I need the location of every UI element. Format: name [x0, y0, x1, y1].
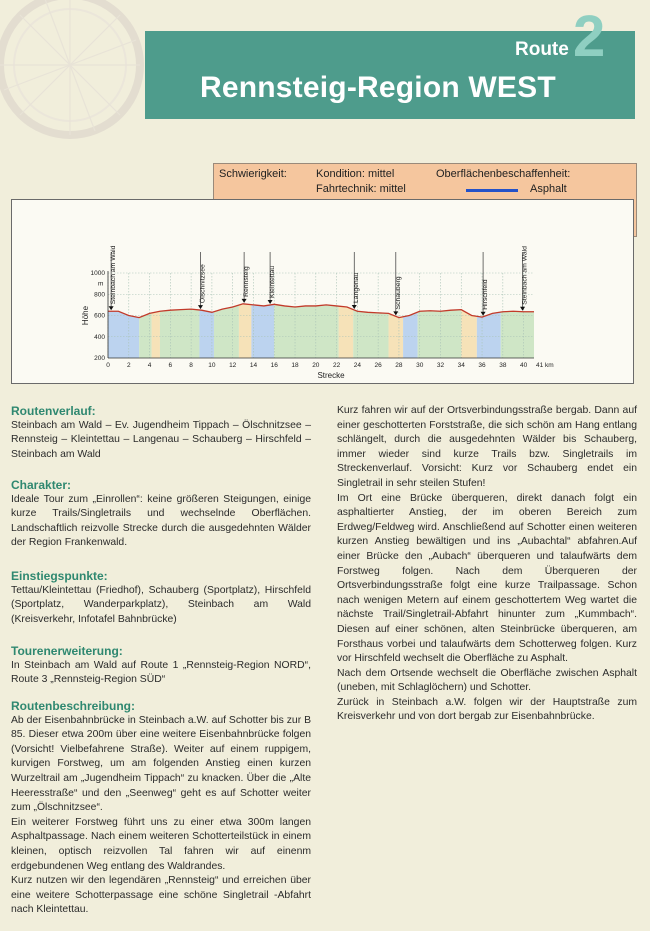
x-tick-label: 10	[208, 362, 216, 369]
routenbeschreibung-para-3: Kurz nutzen wir den legendären „Rennsteig“ und erreichen über eine weitere Schotterpassage eine schöne Singletrail -Abfahrt nach Kleintettau.	[11, 875, 311, 916]
x-tick-label: 16	[270, 362, 278, 369]
x-tick-label: 4	[147, 362, 152, 369]
x-tick-label: 24	[353, 362, 361, 369]
x-tick-label: 8	[189, 362, 193, 369]
elevation-profile	[11, 199, 634, 384]
charakter-text: Ideale Tour zum „Einrollen“: keine größeren Steigungen, einige kurze Trails/Singletrails und wechselnde Oberflächen. Landschaftlich reizvolle Strecke durch die ausgedehnten Wälder der Region Frankenwald.	[11, 493, 311, 549]
x-tick-label: 26	[374, 362, 382, 369]
routenbeschreibung-right-para-4: Zurück in Steinbach a.W. folgen wir der Hauptstraße zum Kreisverkehr und von dort bergab zur Eisenbahnbrücke.	[337, 696, 637, 723]
waypoint-label: Schauberg	[394, 276, 402, 310]
surface-label: Oberflächenbeschaffenheit:	[436, 168, 571, 180]
routenverlauf-text: Steinbach am Wald – Ev. Jugendheim Tippach – Ölschnitzsee – Rennsteig – Kleintettau – Langenau – Schauberg – Hirschfeld – Steinbach am Wald	[11, 419, 311, 460]
y-tick-label: 400	[94, 333, 105, 341]
y-tick-label: 600	[94, 312, 105, 320]
x-tick-label: 12	[229, 362, 237, 369]
technique-value: Fahrtechnik: mittel	[316, 183, 406, 195]
section-routenbeschreibung	[11, 699, 311, 918]
y-axis-label: Höhe	[81, 305, 90, 326]
y-unit-label: m	[98, 280, 104, 288]
routenbeschreibung-right-para-2: Im Ort eine Brücke überqueren, direkt danach folgt ein asphaltierter Anstieg, der im oberen Bereich zum Erdweg/Feldweg wird. Anschließend auf Schotter einen weiteren kurzen Anstieg bewältigen und ins „Aubachtal“ abfahren.Auf einer Brücke den „Aubach“ überqueren und talaufwärts dem Forstweg folgen. Nach dem Überqueren der Ortsverbindungsstraße folgt eine kurze Trailpassage. Schon nach wenigen Metern auf einem geschottertem Weg wartet die nächste Trail/Singletrail-Abfahrt hinunter zum „Kummbach“. Diesen auf einer schönen, alten Steinbrücke überqueren, am Forsthaus vorbei und talaufwärts dem Schotterweg folgen. Kurz vor Hirschfeld wechselt die Oberfläche zu Asphalt.	[337, 492, 637, 665]
legend-asphalt	[466, 183, 636, 197]
page-title: Rennsteig-Region WEST	[200, 71, 556, 104]
x-tick-label: 6	[168, 362, 173, 369]
waypoint-label: Steinbach am Wald	[110, 245, 118, 305]
condition-value: Kondition: mittel	[316, 168, 395, 180]
routenverlauf-heading: Routenverlauf:	[11, 404, 96, 418]
waypoint-label: Steinbach am Wald	[521, 246, 529, 305]
y-tick-label: 800	[94, 291, 105, 299]
route-banner	[145, 4, 635, 119]
x-tick-label: 18	[291, 362, 299, 369]
routenbeschreibung-right-para-1: Kurz fahren wir auf der Ortsverbindungsstraße bergab. Dann auf einer geschotterten Forststraße, die sich schön am Hang entlang schlängelt, durch die ausgedehnten Wälder bis Schauberg, immer wieder sind kurze Trails bzw. Singletrails im Streckenverlauf. Vorsicht: Kurz vor Schauberg endet ein Singletrail in sehr steilen Stufen!	[337, 405, 637, 489]
x-tick-label: 38	[499, 362, 507, 369]
elevation-chart	[12, 200, 633, 383]
x-tick-label: 14	[249, 362, 258, 369]
route-label: Route	[515, 39, 569, 60]
routenbeschreibung-para-2: Ein weiterer Forstweg führt uns zu einer etwa 300m langen Asphaltpassage. Nach einem weiteren Schotterteilstück in einem kleinen, optisch reizvollen Tal fahren wir auf einenm erdgebundenen Weg entlang des Waldrandes.	[11, 816, 311, 872]
einstiegspunkte-text: Tettau/Kleintettau (Friedhof), Schauberg (Sportplatz), Hirschfeld (Sportplatz, Wanderparkplatz), Steinbach am Wald (Kreisverkehr, Infotafel Bahnbrücke)	[11, 584, 311, 625]
x-tick-label: 0	[106, 362, 110, 369]
difficulty-label: Schwierigkeit:	[219, 168, 287, 180]
tourenerweiterung-heading: Tourenerweiterung:	[11, 644, 123, 658]
bicycle-wheel-graphic	[0, 0, 160, 155]
waypoint-label: Hirschfeld	[482, 279, 490, 310]
x-tick-label: 32	[436, 362, 445, 369]
y-tick-label: 1000	[90, 270, 105, 277]
routenbeschreibung-heading: Routenbeschreibung:	[11, 699, 136, 713]
right-column	[337, 404, 637, 725]
section-einstiegspunkte	[11, 569, 311, 627]
route-number: 2	[573, 4, 606, 69]
x-tick-label: 22	[332, 362, 341, 369]
section-charakter	[11, 478, 311, 551]
waypoint-label: Langenau	[353, 272, 361, 303]
charakter-heading: Charakter:	[11, 478, 72, 492]
section-routenverlauf	[11, 404, 311, 462]
x-tick-label: 30	[416, 362, 424, 369]
asphalt-swatch	[466, 189, 518, 192]
y-tick-label: 200	[94, 355, 105, 362]
routenbeschreibung-para-1: Ab der Eisenbahnbrücke in Steinbach a.W. auf Schotter bis zur B 85. Dieser etwa 200m über eine weitere Eisenbahnbrücke folgen (Vorsicht! Vielbefahrene Straße). Weiter auf einem ruppigem, kurvigen Forstweg, um am folgenden Anstieg einen kurzen Wurzeltrail am „Jugendheim Tippach“ zu knacken. Über die „Alte Heeresstraße“ und den „Seenweg“ geht es auf Schotter weiter zum „Ölschnitzsee“.	[11, 714, 311, 814]
einstiegspunkte-heading: Einstiegspunkte:	[11, 569, 108, 583]
legend-asphalt-label: Asphalt	[530, 183, 567, 195]
tourenerweiterung-text: In Steinbach am Wald auf Route 1 „Rennsteig-Region NORD“, Route 3 „Rennsteig-Region SÜD“	[11, 659, 311, 686]
x-tick-label: 2	[126, 362, 131, 369]
routenbeschreibung-right-para-3: Nach dem Ortsende wechselt die Oberfläche zwischen Asphalt (uneben, mit Schlaglöchern) und Schotter.	[337, 667, 637, 694]
x-tick-label: 36	[478, 362, 486, 369]
x-tick-label: 28	[395, 362, 403, 369]
section-tourenerweiterung	[11, 644, 311, 688]
x-tick-label: 40	[519, 362, 528, 369]
x-tick-label: 20	[312, 362, 320, 369]
x-unit-label: 41 km	[536, 362, 554, 369]
waypoint-label: Ölschnitzsee	[199, 264, 207, 304]
x-axis-label: Strecke	[317, 371, 345, 380]
waypoint-label: Rennsteig	[243, 266, 251, 297]
waypoint-label: Kleintettau	[269, 265, 277, 298]
x-tick-label: 34	[457, 362, 465, 369]
